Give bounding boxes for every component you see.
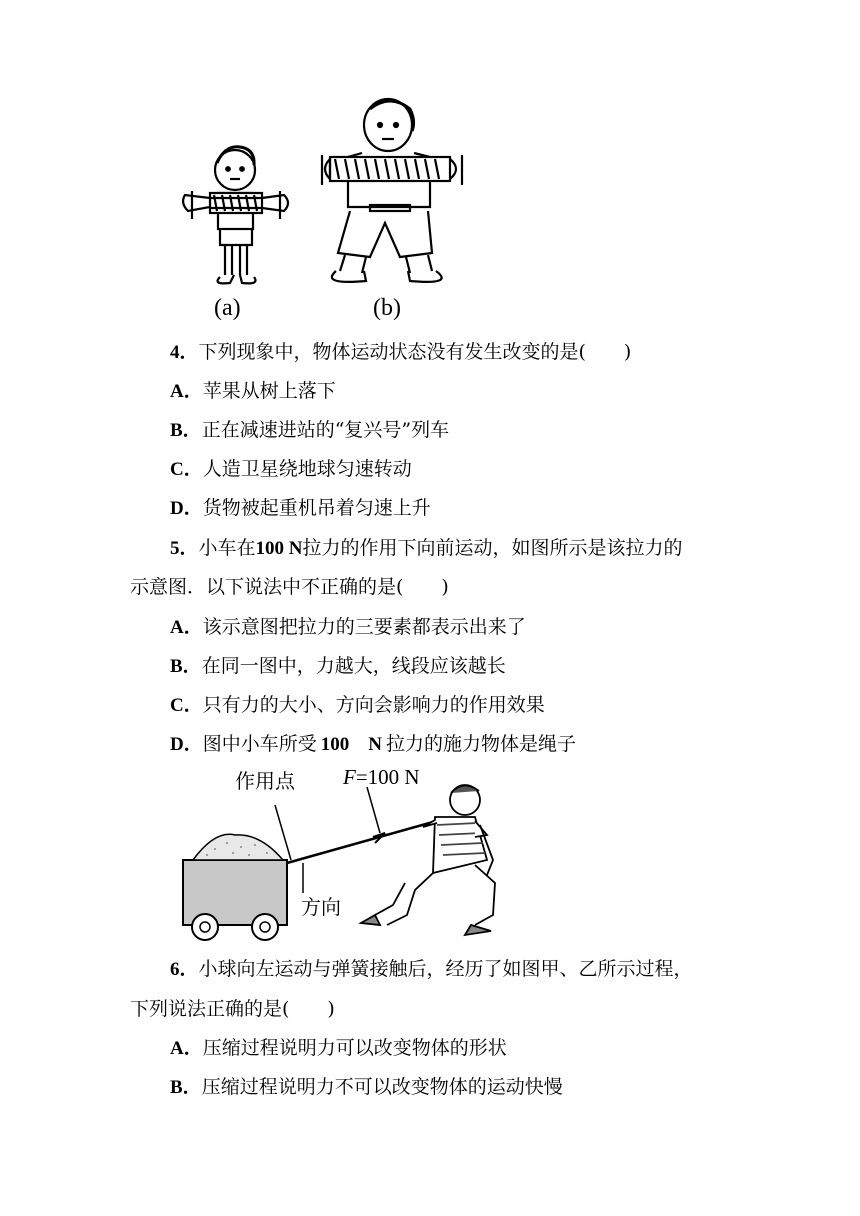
option-text: 压缩过程说明力可以改变物体的形状	[202, 1037, 507, 1059]
question-6-option-b	[170, 1075, 563, 1100]
option-number: 100 N	[320, 734, 382, 755]
question-5-option-a	[170, 615, 526, 640]
chest-expander-illustration	[170, 95, 470, 295]
question-6-stem-line-1	[170, 957, 693, 982]
question-5-option-c	[170, 693, 545, 718]
option-text: 货物被起重机吊着匀速上升	[202, 497, 431, 519]
question-5-stem-line-2: 示意图．以下说法中不正确的是( )	[130, 576, 449, 598]
label-action-point: 作用点	[235, 769, 295, 793]
option-text: 正在减速进站的“复兴号”列车	[201, 419, 450, 441]
question-4-stem	[170, 340, 631, 365]
stem-text: 小球向左运动与弹簧接触后，经历了如图甲、乙所示过程，	[198, 958, 693, 980]
label-direction: 方向	[301, 895, 341, 919]
option-letter: B．	[170, 1077, 202, 1098]
question-6-stem-line-2: 下列说法正确的是( )	[130, 998, 335, 1020]
question-4-option-c	[170, 457, 412, 482]
chest-expander-figure	[170, 95, 470, 330]
option-text: 拉力的施力物体是绳子	[385, 733, 576, 755]
question-4-text: 下列现象中，物体运动状态没有发生改变的是( )	[198, 341, 632, 363]
cart-illustration	[175, 765, 515, 950]
option-text: 该示意图把拉力的三要素都表示出来了	[202, 616, 526, 638]
caption-b: (b)	[373, 295, 401, 321]
option-letter: B．	[170, 656, 202, 677]
option-letter: C．	[170, 695, 203, 716]
option-letter: C．	[170, 459, 203, 480]
question-5-option-d	[170, 732, 576, 757]
caption-a: (a)	[214, 295, 241, 321]
question-5-stem-line-1	[170, 536, 683, 561]
option-text: 苹果从树上落下	[202, 380, 336, 402]
option-letter: B．	[170, 420, 202, 441]
stem-number: 100 N	[255, 538, 303, 559]
question-6-option-a	[170, 1036, 507, 1061]
question-4-option-a	[170, 379, 336, 404]
question-5-number: 5．	[170, 538, 199, 559]
stem-text: 拉力的作用下向前运动，如图所示是该拉力的	[302, 537, 683, 559]
option-letter: A．	[170, 617, 203, 638]
option-letter: A．	[170, 1038, 203, 1059]
question-4-number: 4．	[170, 342, 199, 363]
force-value: =100 N	[355, 765, 420, 789]
option-letter: A．	[170, 381, 203, 402]
option-letter: D．	[170, 498, 203, 519]
option-text: 人造卫星绕地球匀速转动	[202, 458, 412, 480]
label-force	[343, 765, 420, 790]
stem-text: 小车在	[198, 537, 256, 559]
person-b	[322, 99, 462, 282]
option-text: 在同一图中，力越大，线段应该越长	[201, 655, 506, 677]
question-5-option-b	[170, 654, 506, 679]
option-letter: D．	[170, 734, 203, 755]
question-6-number: 6．	[170, 959, 199, 980]
question-4-option-b	[170, 418, 449, 443]
question-4-option-d	[170, 496, 431, 521]
option-text: 压缩过程说明力不可以改变物体的运动快慢	[201, 1076, 563, 1098]
force-symbol: F	[343, 765, 356, 789]
cart-pulling-figure	[175, 765, 515, 950]
person-a	[183, 147, 288, 284]
option-text: 图中小车所受	[202, 733, 317, 755]
option-text: 只有力的大小、方向会影响力的作用效果	[202, 694, 545, 716]
